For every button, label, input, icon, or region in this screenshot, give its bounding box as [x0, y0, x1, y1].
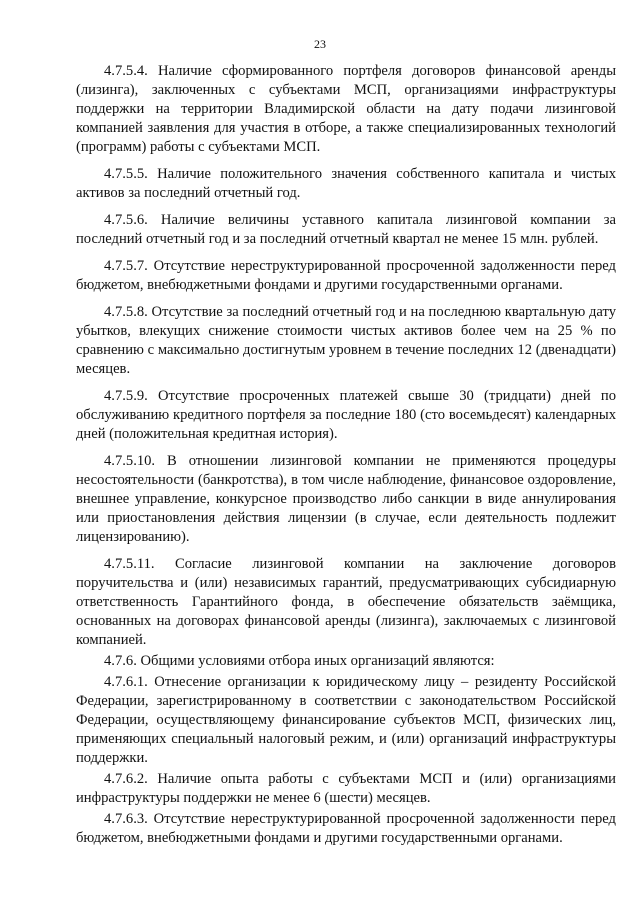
paragraph-4-7-5-9: 4.7.5.9. Отсутствие просроченных платежей свыше 30 (тридцати) дней по обслуживанию кредитного портфеля за последние 180 (сто восемьдесят) календарных дней (положительная кредитная история).	[76, 388, 616, 442]
paragraph-4-7-5-5: 4.7.5.5. Наличие положительного значения собственного капитала и чистых активов за последний отчетный год.	[76, 166, 616, 201]
paragraph-4-7-6: 4.7.6. Общими условиями отбора иных организаций являются:	[104, 653, 495, 669]
paragraph-4-7-6-1: 4.7.6.1. Отнесение организации к юридическому лицу – резиденту Российской Федерации, зарегистрированному в соответствии с законодательством Российской Федерации, осуществляющему финансирование субъектов МСП, физических лиц, применяющих специальный налоговый режим, и (или) организаций инфраструктуры поддержки.	[76, 674, 616, 766]
paragraph-4-7-6-2: 4.7.6.2. Наличие опыта работы с субъектами МСП и (или) организациями инфраструктуры поддержки не менее 6 (шести) месяцев.	[76, 771, 616, 806]
paragraph-4-7-5-6: 4.7.5.6. Наличие величины уставного капитала лизинговой компании за последний отчетный год и за последний отчетный квартал не менее 15 млн. рублей.	[76, 212, 616, 247]
document-body	[76, 62, 616, 848]
paragraph-4-7-5-11: 4.7.5.11. Согласие лизинговой компании на заключение договоров поручительства и (или) независимых гарантий, предусматривающих субсидиарную ответственность Гарантийного фонда, в обеспечение обязательств заёмщика, основанных на договорах финансовой аренды (лизинга), заключаемых с лизинговой компанией.	[76, 556, 616, 648]
paragraph-4-7-5-10: 4.7.5.10. В отношении лизинговой компании не применяются процедуры несостоятельности (банкротства), в том числе наблюдение, финансовое оздоровление, внешнее управление, конкурсное производство либо санкции в виде аннулирования или приостановления действия лицензии (в случае, если деятельность подлежит лицензированию).	[76, 453, 616, 545]
paragraph-4-7-5-8: 4.7.5.8. Отсутствие за последний отчетный год и на последнюю квартальную дату убытков, влекущих снижение стоимости чистых активов более чем на 25 % по сравнению с максимально достигнутым уровнем в течение последних 12 (двенадцати) месяцев.	[76, 304, 616, 377]
page-number: 23	[314, 37, 326, 51]
paragraph-4-7-6-3: 4.7.6.3. Отсутствие нереструктурированной просроченной задолженности перед бюджетом, внебюджетными фондами и другими государственными органами.	[76, 811, 616, 846]
paragraph-4-7-5-7: 4.7.5.7. Отсутствие нереструктурированной просроченной задолженности перед бюджетом, внебюджетными фондами и другими государственными органами.	[76, 258, 616, 293]
paragraph-4-7-5-4: 4.7.5.4. Наличие сформированного портфеля договоров финансовой аренды (лизинга), заключенных с субъектами МСП, организациями инфраструктуры поддержки на территории Владимирской области на дату подачи лизинговой компанией заявления для участия в отборе, а также специализированных технологий (программ) работы с субъектами МСП.	[76, 63, 616, 155]
